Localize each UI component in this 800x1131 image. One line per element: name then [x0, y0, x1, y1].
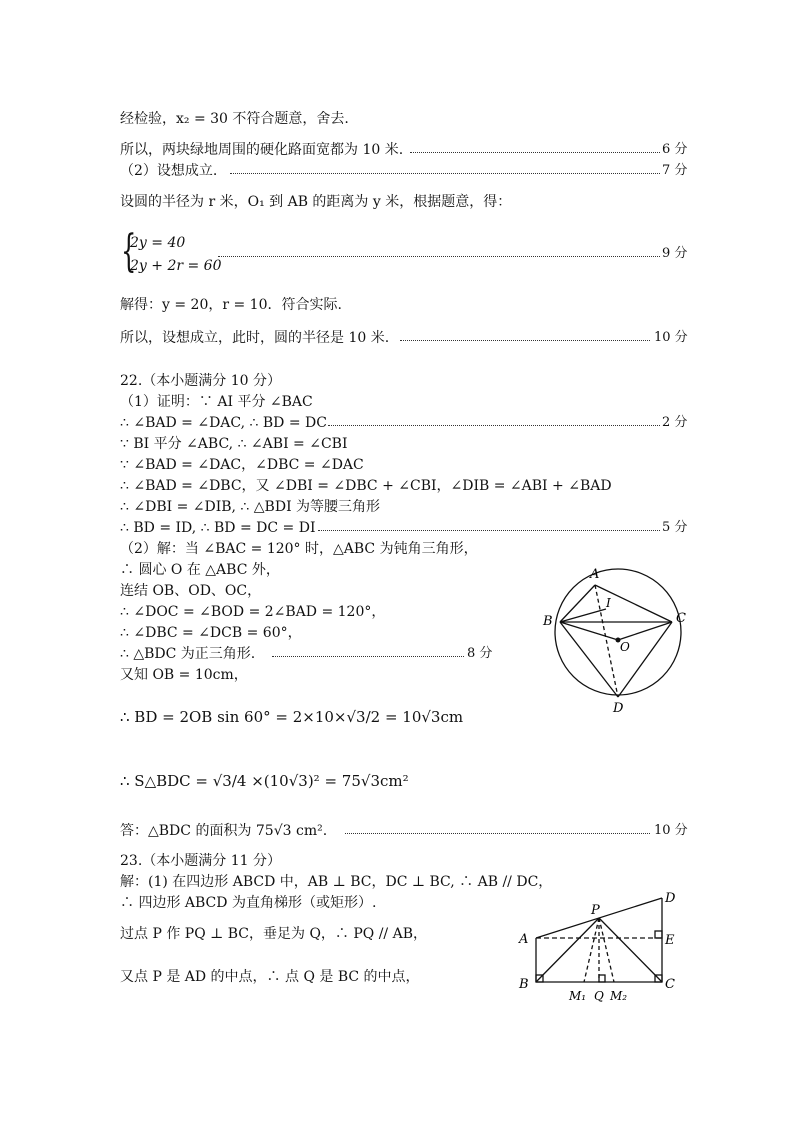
text-line: ∴ 圆心 O 在 △ABC 外， [120, 562, 280, 578]
equation-line: 2y + 2r = 60 [130, 258, 222, 274]
label-D: D [613, 701, 624, 716]
text-line: 解：(1) 在四边形 ABCD 中，AB ⊥ BC，DC ⊥ BC, ∴ AB // DC， [120, 874, 553, 890]
score-label: 8 分 [467, 646, 493, 661]
formula-line: ∴ S△BDC = √3/4 ×(10√3)² = 75√3cm² [120, 772, 409, 790]
text-line: ∴ BD = ID, ∴ BD = DC = DI [120, 520, 316, 536]
dot-leader [400, 340, 650, 341]
question-heading: 23.（本小题满分 11 分） [120, 853, 281, 869]
label-E: E [665, 933, 675, 948]
segment-OB [560, 622, 618, 640]
text-line: （2）解：当 ∠BAC = 120° 时，△ABC 为钝角三角形， [120, 541, 478, 557]
equation-brace: { [121, 226, 137, 277]
dot-leader [230, 173, 660, 174]
segment-BD [560, 622, 618, 697]
score-label: 7 分 [662, 163, 688, 178]
dot-leader [218, 256, 660, 257]
text-line: 经检验，x₂ = 30 不符合题意，舍去. [120, 111, 349, 127]
dot-leader [318, 530, 660, 531]
text-line: ∴ 四边形 ABCD 为直角梯形（或矩形）. [120, 895, 377, 911]
text-line: （2）设想成立. [120, 163, 218, 179]
label-C: C [676, 611, 686, 626]
segment-PB [536, 918, 599, 982]
text-line: ∵ ∠BAD = ∠DAC，∠DBC = ∠DAC [120, 457, 364, 473]
text-line: ∴ ∠BAD = ∠DAC, ∴ BD = DC [120, 415, 327, 431]
score-label: 9 分 [662, 246, 688, 261]
text-line: 又点 P 是 AD 的中点，∴ 点 Q 是 BC 的中点， [120, 969, 420, 985]
text-line: 又知 OB = 10cm， [120, 667, 248, 683]
dot-leader [328, 425, 660, 426]
segment-AB [560, 585, 595, 622]
segment-OC [618, 622, 672, 640]
label-O: O [620, 640, 630, 654]
label-A: A [519, 932, 529, 947]
text-line: 解得：y = 20，r = 10．符合实际. [120, 297, 342, 313]
text-line: 所以，两块绿地周围的硬化路面宽都为 10 米. [120, 142, 404, 158]
equation-line: 2y = 40 [130, 235, 186, 251]
segment-PM2 [599, 918, 614, 982]
score-label: 10 分 [654, 330, 688, 345]
text-line: ∴ ∠DOC = ∠BOD = 2∠BAD = 120°， [120, 604, 386, 620]
score-label: 2 分 [662, 415, 688, 430]
label-A: A [590, 567, 600, 582]
text-line: 过点 P 作 PQ ⊥ BC，垂足为 Q，∴ PQ // AB， [120, 926, 428, 942]
segment-BI [560, 609, 606, 622]
score-label: 5 分 [662, 520, 688, 535]
formula-line: ∴ BD = 2OB sin 60° = 2×10×√3/2 = 10√3cm [120, 708, 464, 726]
right-angle-E [655, 931, 662, 938]
dot-leader [345, 833, 650, 834]
label-C: C [665, 977, 675, 992]
segment-AC [595, 585, 672, 622]
label-M2: M₂ [610, 989, 628, 1003]
text-line: 连结 OB、OD、OC， [120, 583, 262, 599]
score-label: 10 分 [654, 823, 688, 838]
text-line: ∴ ∠DBI = ∠DIB, ∴ △BDI 为等腰三角形 [120, 499, 381, 515]
circumcircle [555, 569, 681, 695]
center-point [616, 638, 621, 643]
label-B: B [543, 614, 553, 629]
dot-leader [272, 656, 464, 657]
text-line: ∴ ∠BAD = ∠DBC，又 ∠DBI = ∠DBC + ∠CBI，∠DIB = ∠ABI + ∠BAD [120, 478, 612, 494]
text-line: ∵ BI 平分 ∠ABC, ∴ ∠ABI = ∠CBI [120, 436, 348, 452]
label-Q: Q [594, 989, 604, 1003]
text-line: 设圆的半径为 r 米，O₁ 到 AB 的距离为 y 米，根据题意，得： [120, 194, 512, 210]
text-line: （1）证明：∵ AI 平分 ∠BAC [120, 394, 313, 410]
text-line: ∴ ∠DBC = ∠DCB = 60°， [120, 625, 302, 641]
label-D: D [665, 891, 676, 906]
dot-leader [410, 152, 660, 153]
score-label: 6 分 [662, 142, 688, 157]
segment-PC [599, 918, 662, 982]
segment-AD [595, 585, 618, 697]
label-P: P [591, 903, 600, 918]
segment-PM1 [584, 918, 599, 982]
right-angle-B [536, 975, 543, 982]
segment-CD [618, 622, 672, 697]
text-line: 答：△BDC 的面积为 75√3 cm². [120, 823, 328, 839]
right-angle-C [655, 975, 662, 982]
question-heading: 22.（本小题满分 10 分） [120, 373, 281, 389]
text-line: ∴ △BDC 为正三角形. [120, 646, 256, 662]
label-M1: M₁ [569, 989, 587, 1003]
label-B: B [519, 977, 529, 992]
right-angle-Q [599, 975, 605, 982]
label-I: I [606, 596, 611, 610]
segment-AD [536, 898, 662, 938]
text-line: 所以，设想成立，此时，圆的半径是 10 米. [120, 330, 390, 346]
